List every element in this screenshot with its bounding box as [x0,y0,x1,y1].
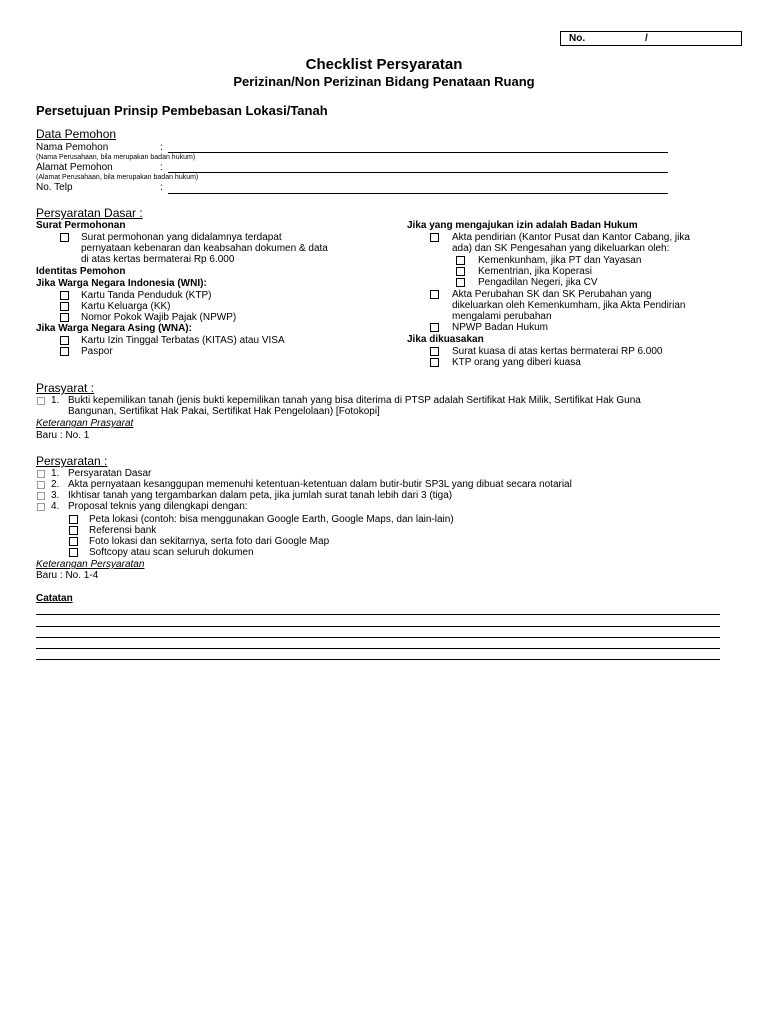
prasyarat-item-line-2: Bangunan, Sertifikat Hak Pakai, Sertifikat Hak Pengelolaan) [Fotokopi] [68,406,380,417]
checkbox[interactable] [37,492,45,500]
applicant-address-note: (Alamat Perusahaan, bila merupakan badan hukum) [36,174,199,181]
permit-name: Persetujuan Prinsip Pembebasan Lokasi/Tanah [36,103,328,118]
wni-item-kk: Kartu Keluarga (KK) [81,301,171,312]
notes-line[interactable] [36,648,720,649]
checkbox[interactable] [60,233,69,242]
applicant-phone-field[interactable] [168,193,668,194]
kuasa-item-surat: Surat kuasa di atas kertas bermaterai RP 6.000 [452,346,663,357]
number-label: No. [569,33,586,44]
checkbox[interactable] [456,267,465,276]
basic-requirements-heading: Persyaratan Dasar : [36,206,143,220]
wna-heading: Jika Warga Negara Asing (WNA): [36,323,192,334]
persyaratan-heading: Persyaratan : [36,454,108,468]
surat-line-2: pernyataan kebenaran dan keabsahan dokumen & data [81,243,328,254]
persyaratan-item-number: 1. [51,468,60,479]
persyaratan-note-value: Baru : No. 1-4 [36,570,99,581]
number-slash: / [645,33,648,44]
checkbox[interactable] [69,537,78,546]
catatan-label: Catatan [36,593,73,604]
prasyarat-item-line-1: Bukti kepemilikan tanah (jenis bukti kepemilikan tanah yang bisa diterima di PTSP adalah Sertifikat Hak Milik, Sertifikat Hak Guna [68,395,641,406]
checkbox[interactable] [69,526,78,535]
notes-line[interactable] [36,659,720,660]
surat-line-3: di atas kertas bermaterai Rp 6.000 [81,254,235,265]
persyaratan-item-text: Proposal teknis yang dilengkapi dengan: [68,501,248,512]
kuasa-item-ktp: KTP orang yang diberi kuasa [452,357,581,368]
persyaratan-sub-item: Foto lokasi dan sekitarnya, serta foto dari Google Map [89,536,330,547]
checkbox[interactable] [456,256,465,265]
checkbox[interactable] [430,323,439,332]
checkbox[interactable] [60,302,69,311]
checkbox[interactable] [430,347,439,356]
applicant-name-colon: : [160,142,163,153]
document-subtitle: Perizinan/Non Perizinan Bidang Penataan Ruang [233,74,535,89]
prasyarat-note-label: Keterangan Prasyarat [36,418,134,429]
checkbox[interactable] [69,548,78,557]
applicant-name-field[interactable] [168,152,668,153]
akta-sub-pengadilan: Pengadilan Negeri, jika CV [478,277,598,288]
applicant-address-field[interactable] [168,172,668,173]
perubahan-line-2: dikeluarkan oleh Kemenkumham, jika Akta Pendirian [452,300,686,311]
applicant-address-colon: : [160,162,163,173]
notes-line[interactable] [36,614,720,615]
surat-line-1: Surat permohonan yang didalamnya terdapat [81,232,282,243]
akta-line-2: ada) dan SK Pengesahan yang dikeluarkan oleh: [452,243,670,254]
checkbox[interactable] [456,278,465,287]
checkbox[interactable] [430,233,439,242]
wni-item-ktp: Kartu Tanda Penduduk (KTP) [81,290,212,301]
document-title: Checklist Persyaratan [305,56,463,73]
prasyarat-item-number: 1. [51,395,60,406]
surat-permohonan-heading: Surat Permohonan [36,220,126,231]
checkbox[interactable] [430,358,439,367]
persyaratan-sub-item: Softcopy atau scan seluruh dokumen [89,547,254,558]
applicant-name-note: (Nama Perusahaan, bila merupakan badan hukum) [36,154,196,161]
akta-sub-kemenkunham: Kemenkunham, jika PT dan Yayasan [478,255,642,266]
identitas-heading: Identitas Pemohon [36,266,126,277]
checkbox[interactable] [37,397,45,405]
checkbox[interactable] [430,290,439,299]
perubahan-line-3: mengalami perubahan [452,311,552,322]
checkbox[interactable] [37,470,45,478]
notes-line[interactable] [36,637,720,638]
wni-item-npwp: Nomor Pokok Wajib Pajak (NPWP) [81,312,237,323]
persyaratan-item-number: 3. [51,490,60,501]
checkbox[interactable] [60,336,69,345]
akta-sub-kementrian: Kementrian, jika Koperasi [478,266,592,277]
persyaratan-item-text: Ikhtisar tanah yang tergambarkan dalam peta, jika jumlah surat tanah lebih dari 3 (tiga) [68,490,453,501]
registration-number-box[interactable] [560,31,742,46]
persyaratan-note-label: Keterangan Persyaratan [36,559,145,570]
npwp-badan-hukum: NPWP Badan Hukum [452,322,548,333]
checkbox[interactable] [60,347,69,356]
persyaratan-sub-item: Peta lokasi (contoh: bisa menggunakan Google Earth, Google Maps, dan lain-lain) [89,514,454,525]
checkbox[interactable] [60,291,69,300]
notes-line[interactable] [36,626,720,627]
persyaratan-item-number: 2. [51,479,60,490]
persyaratan-item-number: 4. [51,501,60,512]
checkbox[interactable] [37,481,45,489]
applicant-phone-colon: : [160,182,163,193]
kuasa-heading: Jika dikuasakan [407,334,484,345]
perubahan-line-1: Akta Perubahan SK dan SK Perubahan yang [452,289,652,300]
wna-item-kitas: Kartu Izin Tinggal Terbatas (KITAS) atau VISA [81,335,285,346]
badan-hukum-heading: Jika yang mengajukan izin adalah Badan Hukum [407,220,638,231]
checkbox[interactable] [37,503,45,511]
applicant-name-label: Nama Pemohon [36,142,109,153]
persyaratan-item-text: Persyaratan Dasar [68,468,152,479]
persyaratan-item-text: Akta pernyataan kesanggupan memenuhi ketentuan-ketentuan dalam butir-butir SP3L yang dibuat secara notarial [68,479,572,490]
applicant-phone-label: No. Telp [36,182,73,193]
applicant-address-label: Alamat Pemohon [36,162,113,173]
wna-item-paspor: Paspor [81,346,113,357]
wni-heading: Jika Warga Negara Indonesia (WNI): [36,278,207,289]
akta-line-1: Akta pendirian (Kantor Pusat dan Kantor Cabang, jika [452,232,690,243]
prasyarat-note-value: Baru : No. 1 [36,430,90,441]
persyaratan-sub-item: Referensi bank [89,525,157,536]
prasyarat-heading: Prasyarat : [36,381,95,395]
checkbox[interactable] [69,515,78,524]
checkbox[interactable] [60,313,69,322]
applicant-heading: Data Pemohon [36,127,117,141]
